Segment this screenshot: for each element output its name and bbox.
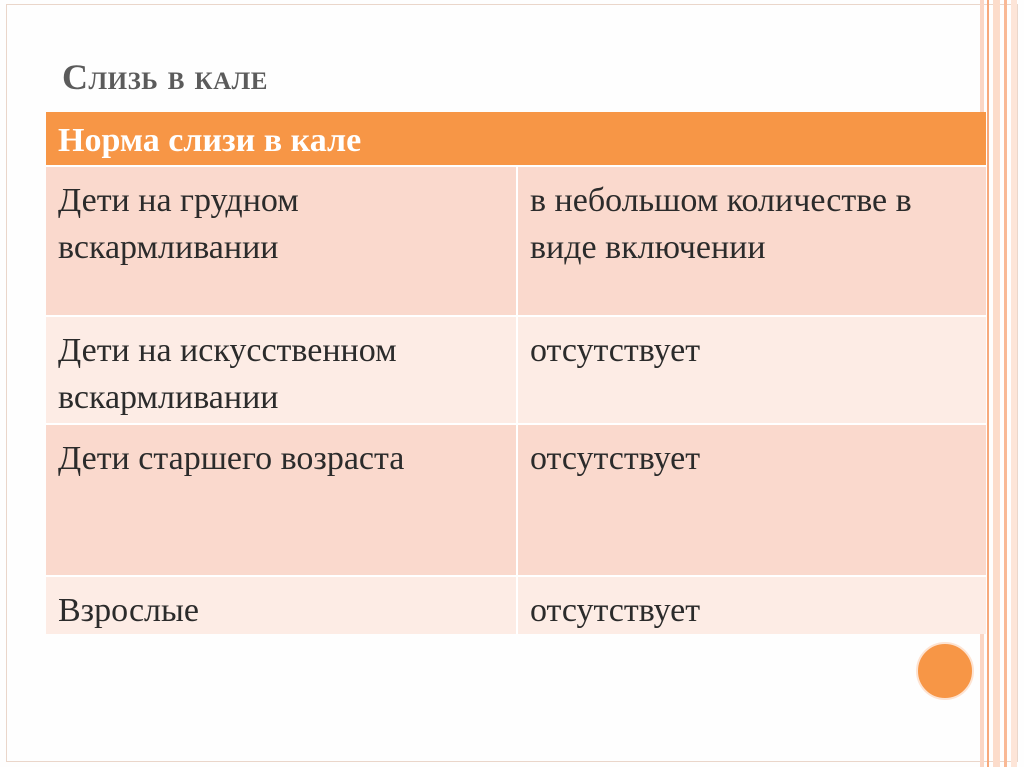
table-cell-value: отсутствует [517,424,986,576]
table-header-row [46,112,986,166]
decorative-stripe [987,0,989,767]
table-cell-value: в небольшом количестве в виде включении [517,166,986,316]
decorative-stripe [1004,0,1007,767]
table-cell-group: Взрослые [46,576,517,634]
slide-title: Слизь в кале [62,57,268,97]
decorative-stripe [1011,0,1017,767]
table-row [46,316,986,424]
table-row [46,166,986,316]
norm-table [46,112,986,634]
table-cell-value: отсутствует [517,576,986,634]
table-header: Норма слизи в кале [46,112,986,166]
table-cell-value: отсутствует [517,316,986,424]
decorative-circle [916,642,974,700]
table-row [46,424,986,576]
table-cell-group: Дети на искусственном вскармливании [46,316,517,424]
table-row [46,576,986,634]
decorative-stripe [993,0,1000,767]
table-cell-group: Дети старшего возраста [46,424,517,576]
table-cell-group: Дети на грудном вскармливании [46,166,517,316]
